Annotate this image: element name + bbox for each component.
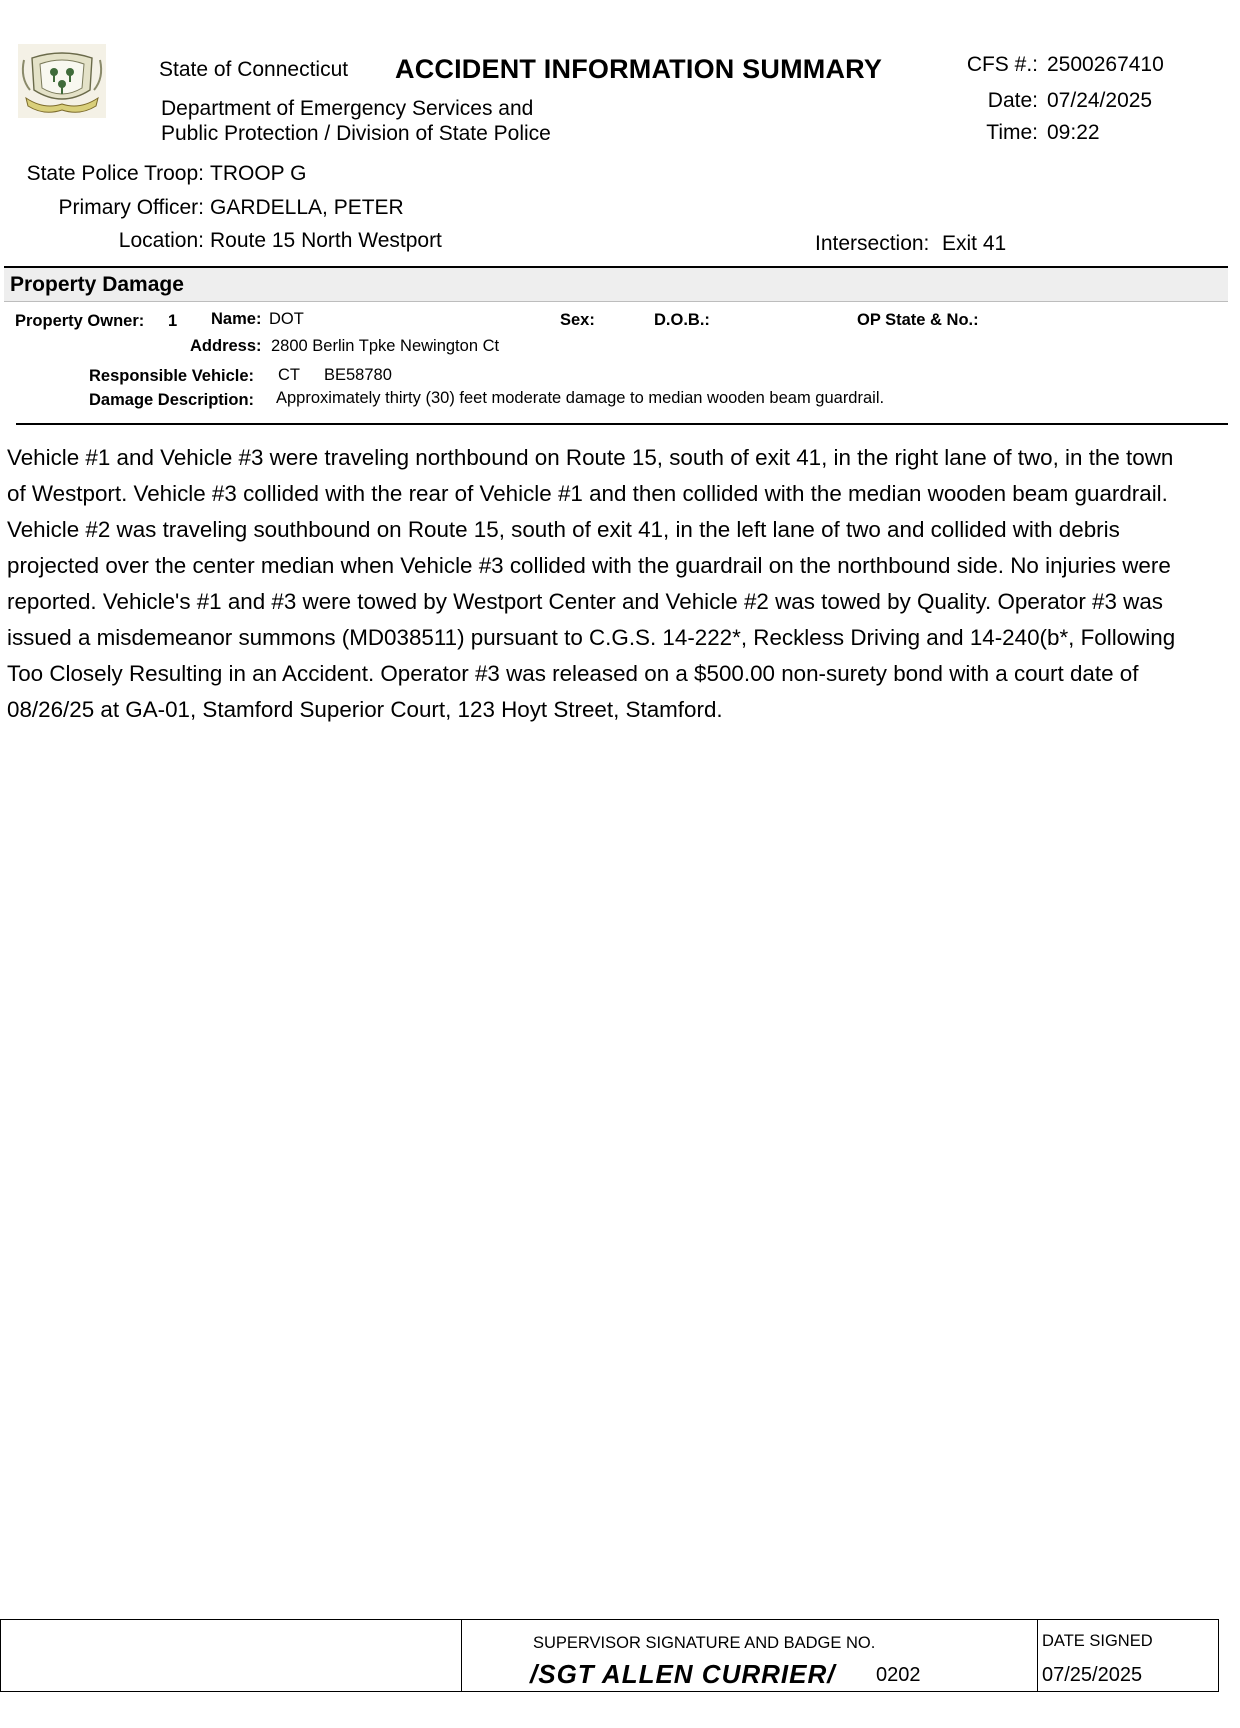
time-value: 09:22 — [1047, 121, 1100, 144]
location-value: Route 15 North Westport — [210, 229, 442, 252]
department-line-1: Department of Emergency Services and — [161, 97, 534, 120]
section-bottom-rule — [16, 423, 1228, 425]
date-signed-label: DATE SIGNED — [1042, 1632, 1153, 1650]
damage-description-label: Damage Description: — [89, 391, 255, 409]
damage-description-value: Approximately thirty (30) feet moderate damage to median wooden beam guardrail. — [276, 389, 885, 407]
narrative-text: Vehicle #1 and Vehicle #3 were traveling northbound on Route 15, south of exit 41, in the right lane of two, in the town of Westport. Vehicle #3 collided with the rear of Vehicle #1 and then collided with the median wooden beam guardrail. Vehicle #2 was traveling southbound on Route 15, south of exit 41, in the left lane of two and collided with debris projected over the center median when Vehicle #3 collided with the guardrail on the northbound side. No injuries were reported. Vehicle's #1 and #3 were towed by Westport Center and Vehicle #2 was towed by Quality. Operator #3 was issued a misdemeanor summons (MD038511) pursuant to C.G.S. 14-222*, Reckless Driving and 14-240(b*, Following Too Closely Resulting in an Accident. Operator #3 was released on a $500.00 non-surety bond with a court date of 08/26/25 at GA-01, Stamford Superior Court, 123 Hoyt Street, Stamford. — [7, 445, 1176, 722]
signature-blank-cell — [1, 1620, 462, 1691]
officer-value: GARDELLA, PETER — [210, 196, 404, 219]
officer-label: Primary Officer: — [58, 196, 204, 219]
address-value: 2800 Berlin Tpke Newington Ct — [271, 337, 500, 355]
cfs-value: 2500267410 — [1047, 53, 1164, 76]
section-title-property-damage: Property Damage — [10, 273, 184, 296]
state-seal-icon — [18, 44, 106, 118]
supervisor-signature-cell — [462, 1620, 1038, 1691]
name-value: DOT — [269, 310, 304, 328]
troop-label: State Police Troop: — [26, 162, 204, 185]
location-label: Location: — [118, 229, 204, 252]
date-signed-cell — [1038, 1620, 1218, 1691]
intersection-label: Intersection: — [815, 232, 930, 255]
name-label: Name: — [211, 310, 262, 328]
time-label: Time: — [986, 121, 1038, 144]
section-header-band — [4, 268, 1228, 302]
date-signed-value: 07/25/2025 — [1042, 1664, 1143, 1686]
badge-number: 0202 — [876, 1664, 921, 1686]
date-label: Date: — [987, 89, 1038, 112]
property-owner-label: Property Owner: — [15, 312, 145, 330]
vehicle-plate: BE58780 — [324, 366, 392, 384]
dob-label: D.O.B.: — [654, 311, 710, 329]
header-state: State of Connecticut — [159, 58, 349, 81]
property-owner-number: 1 — [168, 312, 178, 330]
date-value: 07/24/2025 — [1047, 89, 1153, 112]
document-title: ACCIDENT INFORMATION SUMMARY — [395, 54, 883, 84]
header-department — [161, 96, 551, 146]
supervisor-signature-label: SUPERVISOR SIGNATURE AND BADGE NO. — [533, 1634, 876, 1652]
signature-table — [0, 1619, 1219, 1692]
intersection-value: Exit 41 — [942, 232, 1007, 255]
address-label: Address: — [190, 337, 262, 355]
cfs-label: CFS #.: — [966, 53, 1038, 76]
op-state-label: OP State & No.: — [857, 311, 979, 329]
department-line-2: Public Protection / Division of State Police — [161, 122, 551, 145]
sex-label: Sex: — [560, 311, 595, 329]
troop-value: TROOP G — [210, 162, 307, 185]
vehicle-state: CT — [278, 366, 300, 384]
supervisor-signature-name: /SGT ALLEN CURRIER/ — [530, 1659, 836, 1689]
responsible-vehicle-label: Responsible Vehicle: — [89, 367, 255, 385]
